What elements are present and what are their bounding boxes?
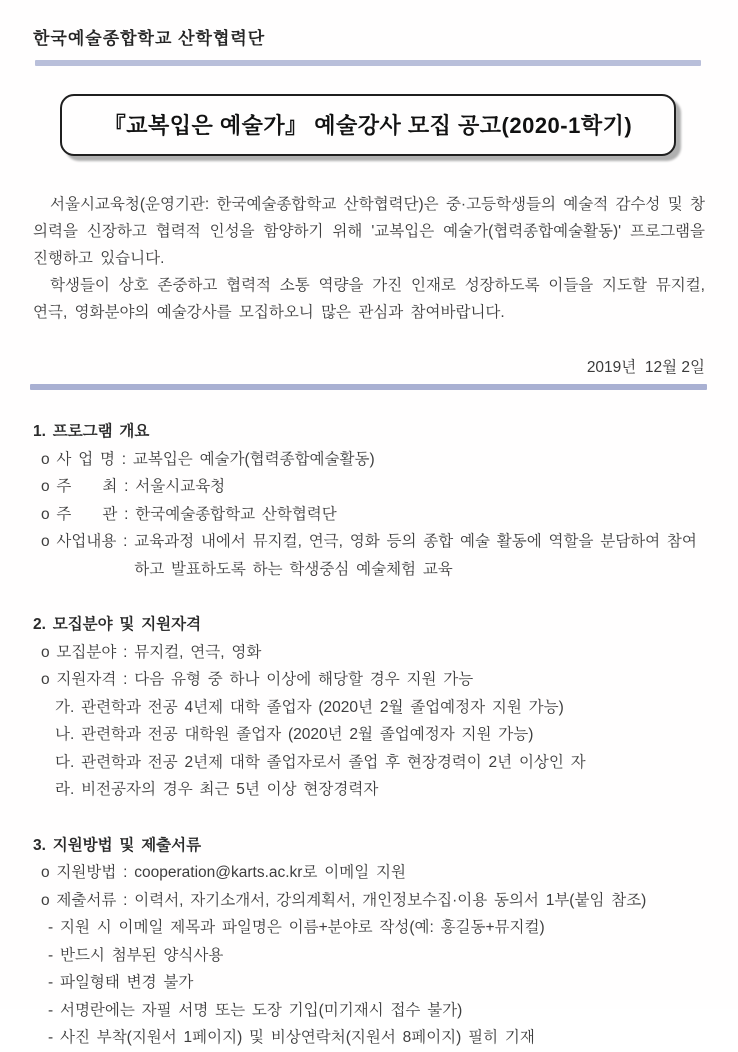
section-heading: 1. 프로그램 개요 (33, 423, 150, 440)
item-text: 사진 부착(지원서 1페이지) 및 비상연락처(지원서 8페이지) 필히 기재 (59, 1029, 535, 1046)
item-text: 서명란에는 자필 서명 또는 도장 기입(미기재시 접수 불가) (59, 1001, 463, 1019)
notice-title: 『교복입은 예술가』 예술강사 모집 공고(2020-1학기) (103, 113, 633, 138)
item-recruit-fields (41, 639, 705, 667)
item-apply-method (41, 859, 705, 887)
item-text: 파일형태 변경 불가 (59, 974, 194, 991)
item-prefix: o 모집분야 : (41, 643, 135, 661)
item-note-photo-contact (48, 1024, 705, 1052)
notice-date: 2019년 12월 2일 (586, 359, 705, 376)
item-prefix: 라. (55, 781, 82, 798)
item-text: 서울시교육청 (135, 478, 226, 495)
item-documents (41, 887, 705, 915)
item-prefix: - (48, 946, 60, 964)
item-prefix: o 제출서류 : (41, 891, 135, 909)
notice-title-box (60, 94, 676, 156)
item-note-form (48, 942, 705, 970)
item-text: 비전공자의 경우 최근 5년 이상 현장경력자 (81, 781, 379, 798)
intro-section (33, 191, 705, 326)
section-heading: 2. 모집분야 및 지원자격 (33, 616, 202, 633)
item-host (41, 473, 705, 501)
item-text: 교육과정 내에서 뮤지컬, 연극, 영화 등의 종합 예술 활동에 역할을 분담하여 참여하고 발표하도록 하는 학생중심 예술체험 교육 (134, 533, 697, 578)
item-text: 관련학과 전공 대학원 졸업자 (2020년 2월 졸업예정자 지원 가능) (81, 726, 534, 743)
item-prefix: 나. (55, 726, 82, 743)
section-program-overview (33, 418, 705, 583)
item-note-filename (48, 914, 705, 942)
org-header: 한국예술종합학교 산학협력단 (33, 29, 266, 48)
intro-paragraph-2: 학생들이 상호 존중하고 협력적 소통 역량을 가진 인재로 성장하도록 이들을 지도할 뮤지컬, 연극, 영화분야의 예술강사를 모집하오니 많은 관심과 참여바랍니다. (33, 277, 705, 321)
item-prefix: o 주 관 : (41, 505, 136, 523)
item-text: 한국예술종합학교 산학협력단 (135, 505, 337, 523)
item-prefix: 다. (55, 753, 82, 771)
item-organizer (41, 501, 705, 529)
section-recruit-eligibility (33, 611, 705, 804)
header-divider (35, 60, 701, 66)
item-text: 뮤지컬, 연극, 영화 (134, 643, 262, 661)
item-text: 다음 유형 중 하나 이상에 해당할 경우 지원 가능 (134, 671, 474, 688)
item-eligibility-c (55, 749, 705, 777)
item-text: 관련학과 전공 2년제 대학 졸업자로서 졸업 후 현장경력이 2년 이상인 자 (81, 753, 586, 771)
item-eligibility (41, 666, 705, 694)
item-text: 이력서, 자기소개서, 강의계획서, 개인정보수집·이용 동의서 1부(붙임 참조) (134, 891, 647, 909)
item-text: 교복입은 예술가(협력종합예술활동) (132, 450, 375, 468)
item-project-name (41, 446, 705, 474)
item-program-content (41, 528, 705, 583)
intro-paragraph-1: 서울시교육청(운영기관: 한국예술종합학교 산학협력단)은 중·고등학생들의 예술적 감수성 및 창의력을 신장하고 협력적 인성을 함양하기 위해 '교복입은 예술가(협력종합예술활동)' 프로그램을 진행하고 있습니다. (33, 196, 705, 267)
section-apply-method (33, 832, 705, 1052)
item-prefix: 가. (55, 698, 82, 716)
item-prefix: o 사 업 명 : (41, 450, 133, 468)
item-text: 반드시 첨부된 양식사용 (59, 946, 224, 964)
item-eligibility-a (55, 694, 705, 722)
item-prefix: - (48, 1029, 60, 1046)
item-eligibility-b (55, 721, 705, 749)
item-prefix: o 지원자격 : (41, 671, 135, 688)
item-note-signature (48, 997, 705, 1025)
section-heading: 3. 지원방법 및 제출서류 (33, 836, 202, 854)
item-text: 지원 시 이메일 제목과 파일명은 이름+분야로 작성(예: 홍길동+뮤지컬) (59, 919, 545, 936)
item-eligibility-d (55, 776, 705, 804)
date-divider (30, 384, 707, 390)
item-prefix: - (48, 1001, 60, 1019)
item-prefix: - (48, 974, 60, 991)
item-note-filetype (48, 969, 705, 997)
item-prefix: o 주 최 : (41, 478, 136, 495)
item-prefix: o 지원방법 : (41, 864, 135, 881)
item-text: 관련학과 전공 4년제 대학 졸업자 (2020년 2월 졸업예정자 지원 가능) (81, 698, 564, 716)
item-prefix: - (48, 919, 60, 936)
item-prefix: o 사업내용 : (41, 533, 135, 550)
item-text: cooperation@karts.ac.kr로 이메일 지원 (134, 864, 406, 881)
